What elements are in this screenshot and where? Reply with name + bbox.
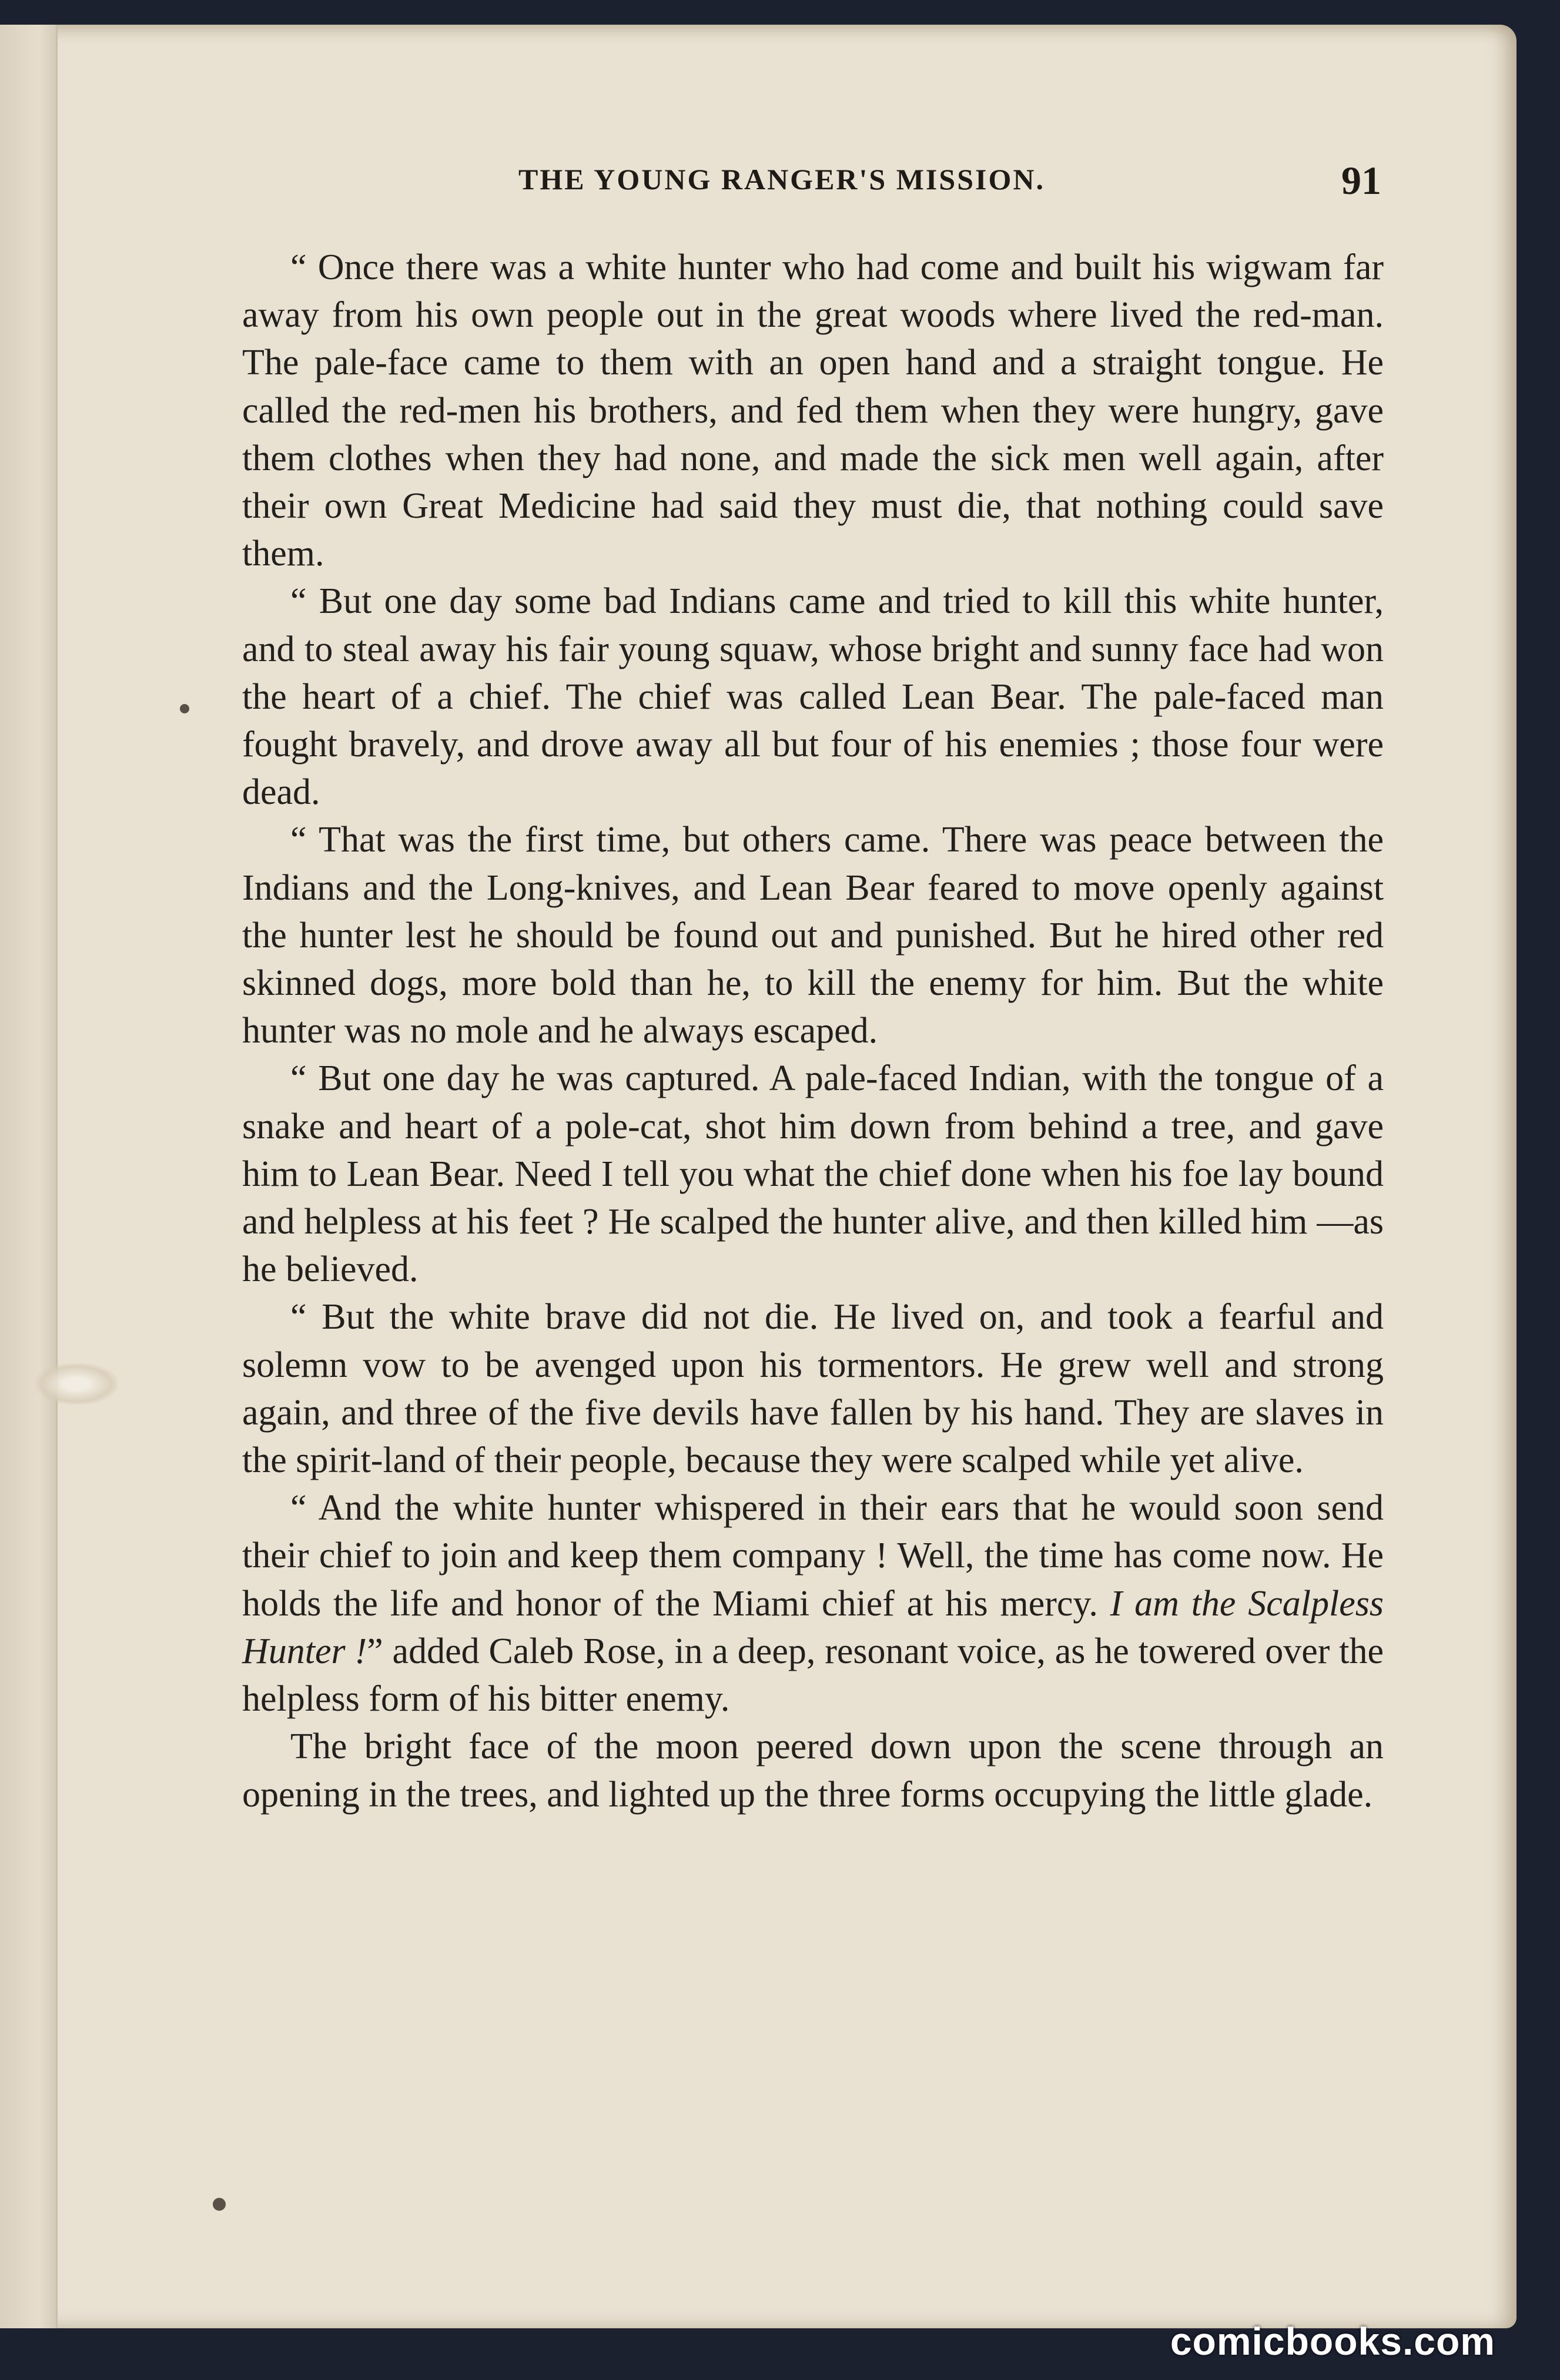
paragraph-text: “ And the white hunter whispered in their ears that he would soon send their chief to join and keep them company ! Well, the time has come now. He holds the life and honor of the Miami chief at his mercy. (242, 1488, 1384, 1624)
page-binding-edge (0, 25, 58, 2328)
paragraph: “ But one day he was captured. A pale-faced Indian, with the tongue of a snake and heart of a pole-cat, shot him down from behind a tree, and gave him to Lean Bear. Need I tell you what the chief done when his foe lay bound and helpless at his feet ? He scalped the hunter alive, and then killed him —as he believed. (242, 1058, 1384, 1290)
ink-spot (180, 704, 189, 713)
paragraph: The bright face of the moon peered down upon the scene through an opening in the trees, and lighted up the three forms occupying the little glade. (242, 1727, 1384, 1815)
paragraph-text: ” added Caleb Rose, in a deep, resonant voice, as he towered over the helpless form of his bitter enemy. (242, 1631, 1384, 1719)
paragraph: “ But one day some bad Indians came and tried to kill this white hunter, and to steal away his fair young squaw, whose bright and sunny face had won the heart of a chief. The chief was called Lean Bear. The pale-faced man fought bravely, and drove away all but four of his enemies ; those four were dead. (242, 581, 1384, 813)
italic-quote: I am the Scalpless Hunter ! (242, 1583, 1384, 1671)
site-watermark: comicbooks.com (1170, 2319, 1495, 2363)
page-header (241, 157, 1381, 205)
ink-spot (213, 2198, 226, 2211)
page-number: 91 (1341, 158, 1381, 203)
paragraph (242, 1484, 1384, 1723)
paragraph: “ That was the first time, but others came. There was peace between the Indians and the Long-knives, and Lean Bear feared to move openly against the hunter lest he should be found out and punished. But he hired other red skinned dogs, more bold than he, to kill the enemy for him. But the white hunter was no mole and he always escaped. (242, 820, 1384, 1051)
paragraph: “ Once there was a white hunter who had come and built his wigwam far away from his own people out in the great woods where lived the red-man. The pale-face came to them with an open hand and a straight tongue. He called the red-men his brothers, and fed them when they were hungry, gave them clothes when they had none, and made the sick men well again, after their own Great Medicine had said they must die, that nothing could save them. (242, 247, 1384, 574)
paragraph: “ But the white brave did not die. He lived on, and took a fearful and solemn vow to be avenged upon his tormentors. He grew well and strong again, and three of the five devils have fallen by his hand. They are slaves in the spirit-land of their people, because they were scalped while yet alive. (242, 1297, 1384, 1481)
body-text (242, 244, 1384, 1819)
paper-tear (35, 1363, 118, 1404)
running-title: THE YOUNG RANGER'S MISSION. (518, 163, 1045, 196)
